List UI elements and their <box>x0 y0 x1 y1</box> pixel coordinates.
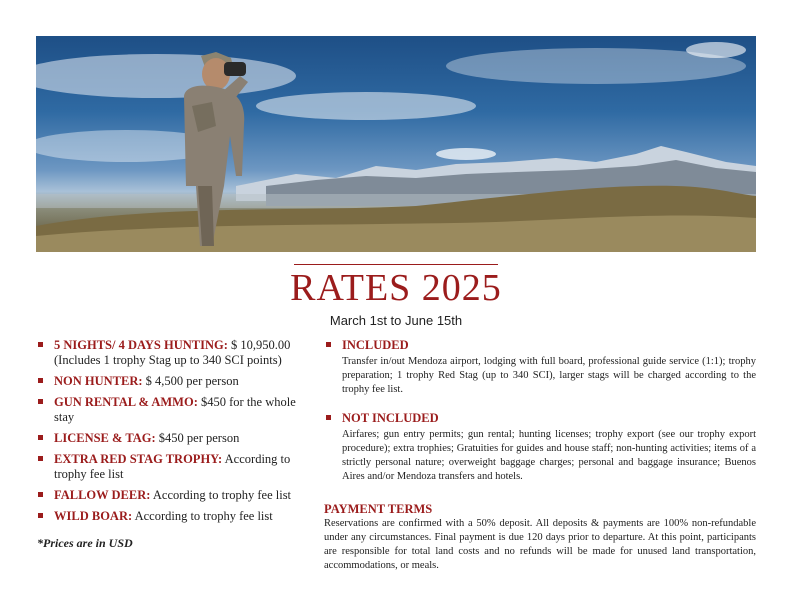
bullet-icon <box>38 342 43 347</box>
payment-heading: PAYMENT TERMS <box>324 502 433 516</box>
rate-label: LICENSE & TAG: <box>54 431 156 445</box>
rate-item-fallow-deer <box>36 488 316 503</box>
bullet-icon <box>38 513 43 518</box>
rate-item-wild-boar <box>36 509 316 524</box>
rate-label: WILD BOAR: <box>54 509 133 523</box>
rate-item-non-hunter <box>36 374 316 389</box>
included-heading <box>324 338 756 353</box>
page-title: RATES 2025 <box>290 267 502 309</box>
rate-item-extra-stag <box>36 452 316 482</box>
included-body: Transfer in/out Mendoza airport, lodging with full board, professional guide service (1:1); trophy preparation; 1 trophy Red Stag (up to 340 SCI), larger stags will be charged according to the trophy fee list. <box>342 356 756 395</box>
rate-value: According to trophy fee list <box>150 488 292 502</box>
rate-value: $ 10,950.00 <box>227 338 291 352</box>
title-rule <box>294 264 498 265</box>
bullet-icon <box>38 435 43 440</box>
rate-label: 5 NIGHTS/ 4 DAYS HUNTING: <box>54 338 228 352</box>
not-included-body: Airfares; gun entry permits; gun rental; hunting licenses; trophy export (see our trophy export procedure); extra trophies; Gratuities for guides and house staff; non-hunting activities; items of a strictly personal nature; overweight baggage charges; personal and baggage insurance; Buenos Aires and/or Mendoza transfers and hotels. <box>342 429 756 482</box>
rate-item-gun-rental <box>36 395 316 425</box>
rate-label: EXTRA RED STAG TROPHY: <box>54 452 223 466</box>
included-heading-text: INCLUDED <box>342 338 409 352</box>
bullet-icon <box>38 456 43 461</box>
rate-item-hunting <box>36 338 316 368</box>
bullet-icon <box>38 399 43 404</box>
rate-value: $450 for the whole stay <box>54 395 296 424</box>
not-included-heading-text: NOT INCLUDED <box>342 411 439 425</box>
hero-image <box>36 36 756 252</box>
bullet-icon <box>326 342 331 347</box>
rate-extra: (Includes 1 trophy Stag up to 340 SCI points) <box>54 353 282 367</box>
rate-item-license <box>36 431 316 446</box>
rate-label: FALLOW DEER: <box>54 488 151 502</box>
rates-list <box>36 338 316 530</box>
rate-value: $ 4,500 per person <box>142 374 239 388</box>
date-range: March 1st to June 15th <box>329 313 463 328</box>
hero-landscape <box>36 36 756 252</box>
payment-body: Reservations are confirmed with a 50% deposit. All deposits & payments are 100% non-refundable under any circumstances. Final payment is due 120 days prior to departure. At this point, participants are responsible for total land costs and no refunds will be made for unused land transportation, accommodations, or meals. <box>324 518 756 571</box>
rate-value: $450 per person <box>155 431 240 445</box>
currency-note: *Prices are in USD <box>37 536 133 550</box>
bullet-icon <box>38 492 43 497</box>
bullet-icon <box>38 378 43 383</box>
inclusions-column <box>324 338 756 484</box>
rate-label: GUN RENTAL & AMMO: <box>54 395 198 409</box>
bullet-icon <box>326 415 331 420</box>
rate-value: According to trophy fee list <box>54 452 291 481</box>
rate-label: NON HUNTER: <box>54 374 143 388</box>
rate-value: According to trophy fee list <box>132 509 273 523</box>
not-included-heading <box>324 411 756 426</box>
